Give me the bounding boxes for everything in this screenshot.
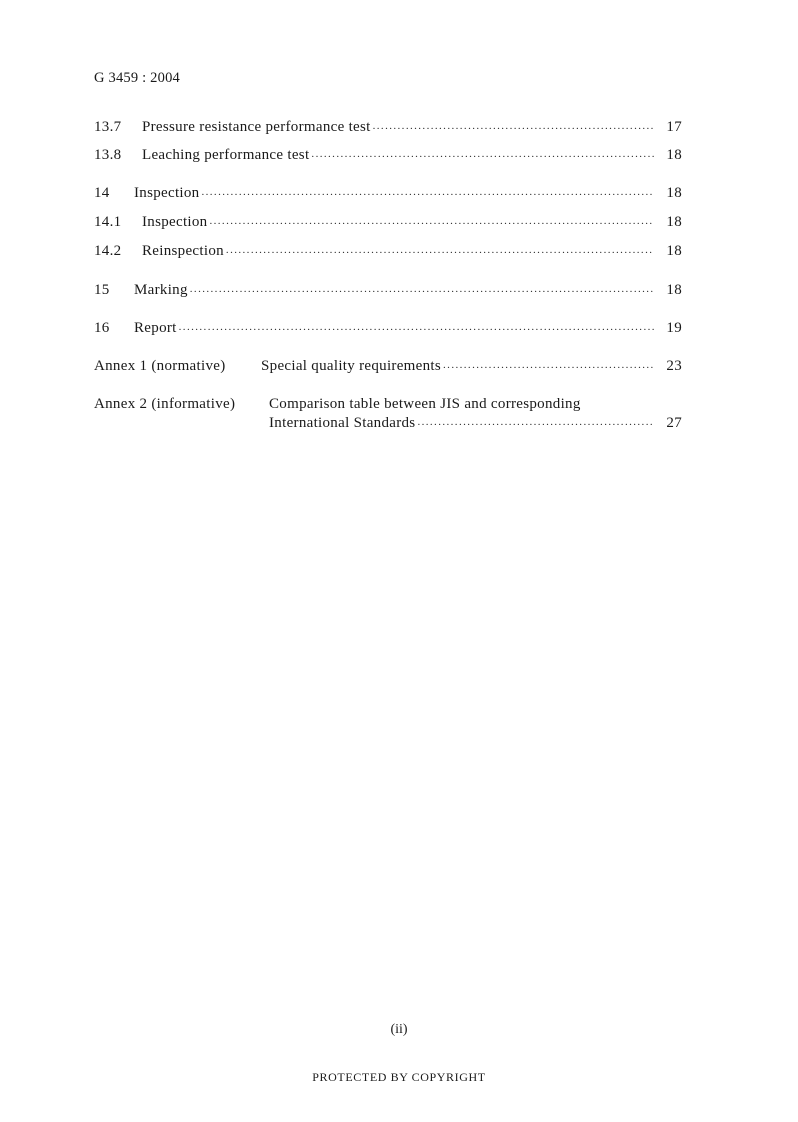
toc-entry-title: Pressure resistance performance test (142, 119, 371, 135)
toc-entry-title: Report (134, 320, 177, 336)
toc-entry-page: 18 (666, 185, 682, 201)
toc-entry-page: 19 (666, 320, 682, 336)
dot-leader (417, 415, 654, 429)
toc-entry-13-7[interactable] (94, 116, 682, 136)
dot-leader (209, 214, 654, 228)
toc-entry-title: Inspection (134, 185, 200, 201)
dot-leader (443, 358, 654, 372)
toc-entry-number: 13.8 (94, 147, 122, 163)
toc-entry-title: Leaching performance test (142, 147, 310, 163)
annex-label: Annex 2 (informative) (94, 396, 236, 412)
toc-entry-13-8[interactable] (94, 144, 682, 164)
toc-entry-page: 18 (666, 147, 682, 163)
toc-entry-number: 16 (94, 320, 110, 336)
toc-entry-page: 18 (666, 214, 682, 230)
toc-entry-number: 14.2 (94, 243, 122, 259)
toc-entry-page: 18 (666, 282, 682, 298)
copyright-notice: PROTECTED BY COPYRIGHT (312, 1070, 486, 1084)
toc-entry-title: Reinspection (142, 243, 224, 259)
annex-page: 27 (666, 415, 682, 431)
toc-entry-number: 14.1 (94, 214, 122, 230)
toc-entry-title: Inspection (142, 214, 208, 230)
toc-entry-page: 18 (666, 243, 682, 259)
toc-entry-title: Marking (134, 282, 188, 298)
toc-entry-16[interactable] (94, 317, 682, 337)
toc-entry-14[interactable] (94, 182, 682, 202)
toc-entry-number: 13.7 (94, 119, 122, 135)
page-number: (ii) (390, 1022, 408, 1037)
document-id: G 3459 : 2004 (94, 70, 180, 86)
dot-leader (311, 147, 654, 161)
dot-leader (201, 185, 654, 199)
annex-2-first-line (94, 396, 581, 413)
dot-leader (190, 282, 654, 296)
dot-leader (226, 243, 654, 257)
toc-entry-number: 15 (94, 282, 110, 298)
annex-label: Annex 1 (normative) (94, 358, 226, 374)
annex-title-line1: Comparison table between JIS and corresponding (269, 396, 581, 412)
toc-entry-page: 17 (666, 119, 682, 135)
toc-annex-1[interactable] (94, 355, 682, 375)
annex-page: 23 (666, 358, 682, 374)
toc-entry-14-2[interactable] (94, 240, 682, 260)
toc-entry-14-1[interactable] (94, 211, 682, 231)
dot-leader (179, 320, 654, 334)
annex-title-line2: International Standards (269, 415, 416, 431)
annex-title: Special quality requirements (261, 358, 442, 374)
dot-leader (373, 119, 654, 133)
toc-entry-15[interactable] (94, 279, 682, 299)
annex-2-second-line (269, 412, 682, 432)
toc-entry-number: 14 (94, 185, 110, 201)
